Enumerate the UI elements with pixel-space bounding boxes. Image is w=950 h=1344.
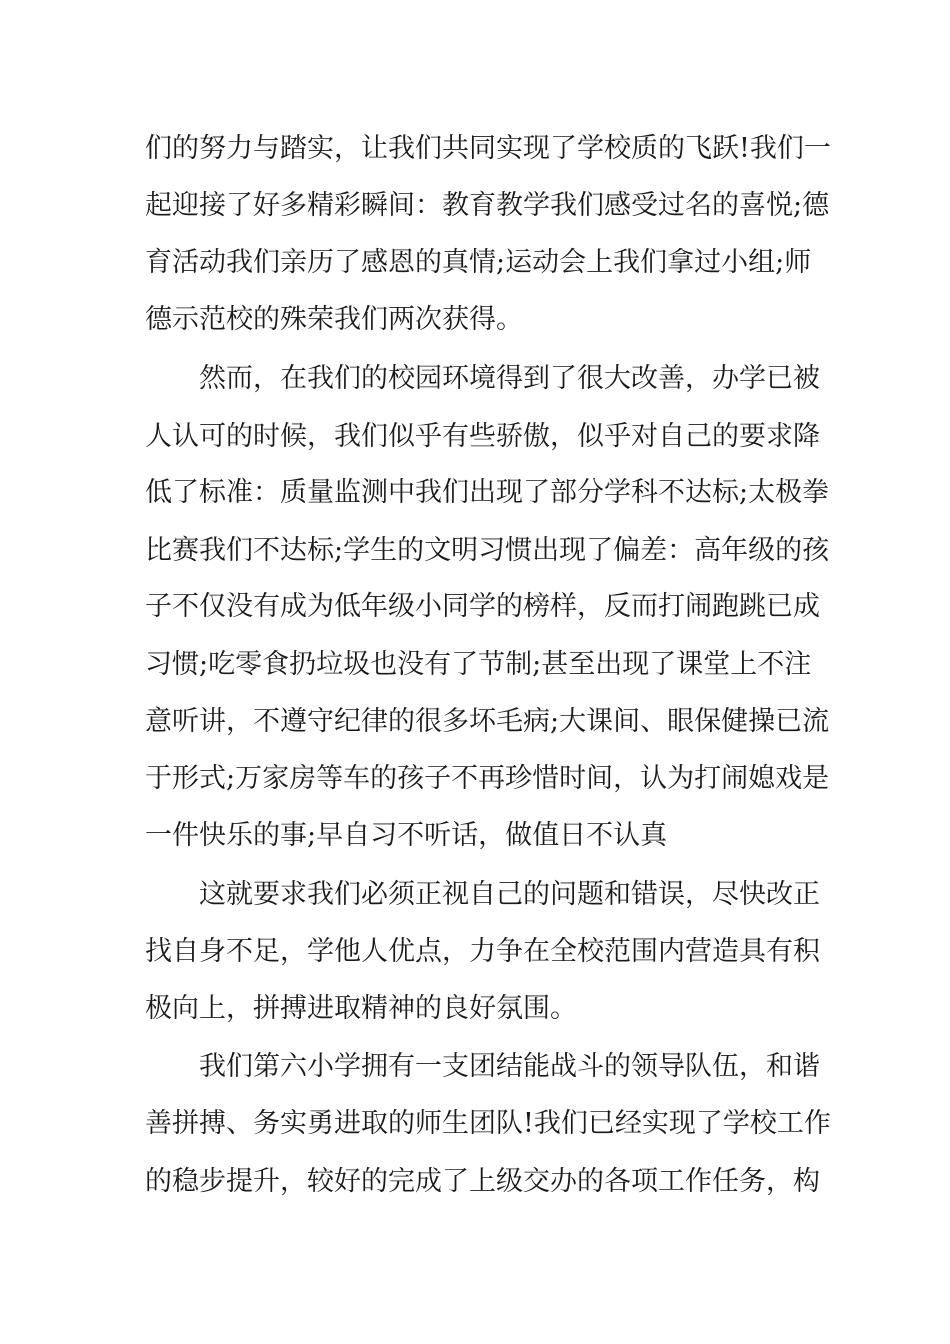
text-line: 的稳步提升，较好的完成了上级交办的各项工作任务，构	[145, 1166, 820, 1197]
text-line: 善拼搏、务实勇进取的师生团队!我们已经实现了学校工作	[145, 1108, 831, 1139]
text-line: 德示范校的殊荣我们两次获得。	[145, 304, 523, 335]
text-line: 然而，在我们的校园环境得到了很大改善，办学已被	[199, 363, 820, 394]
text-line: 于形式;万家房等车的孩子不再珍惜时间，认为打闹媳戏是	[145, 763, 830, 794]
text-line: 极向上，拼搏进取精神的良好氛围。	[145, 993, 577, 1024]
text-line: 我们第六小学拥有一支团结能战斗的领导队伍，和谐	[199, 1051, 820, 1082]
text-line: 这就要求我们必须正视自己的问题和错误，尽快改正	[199, 879, 820, 910]
text-line: 人认可的时候，我们似乎有些骄傲，似乎对自己的要求降	[145, 421, 820, 452]
text-line: 一件快乐的事;早自习不听话，做值日不认真	[145, 820, 668, 851]
text-line: 子不仅没有成为低年级小同学的榜样，反而打闹跑跳已成	[145, 591, 820, 622]
text-line: 低了标准：质量监测中我们出现了部分学科不达标;太极拳	[145, 477, 830, 508]
text-line: 意听讲，不遵守纪律的很多坏毛病;大课间、眼保健操已流	[145, 706, 830, 737]
text-line: 们的努力与踏实，让我们共同实现了学校质的飞跃!我们一	[145, 133, 831, 164]
text-line: 比赛我们不达标;学生的文明习惯出现了偏差：高年级的孩	[145, 535, 830, 566]
text-line: 习惯;吃零食扔垃圾也没有了节制;甚至出现了课堂上不注	[145, 649, 812, 680]
text-line: 育活动我们亲历了感恩的真情;运动会上我们拿过小组;师	[145, 247, 812, 278]
text-line: 起迎接了好多精彩瞬间：教育教学我们感受过名的喜悦;德	[145, 190, 830, 221]
text-line: 找自身不足，学他人优点，力争在全校范围内营造具有积	[145, 936, 820, 967]
